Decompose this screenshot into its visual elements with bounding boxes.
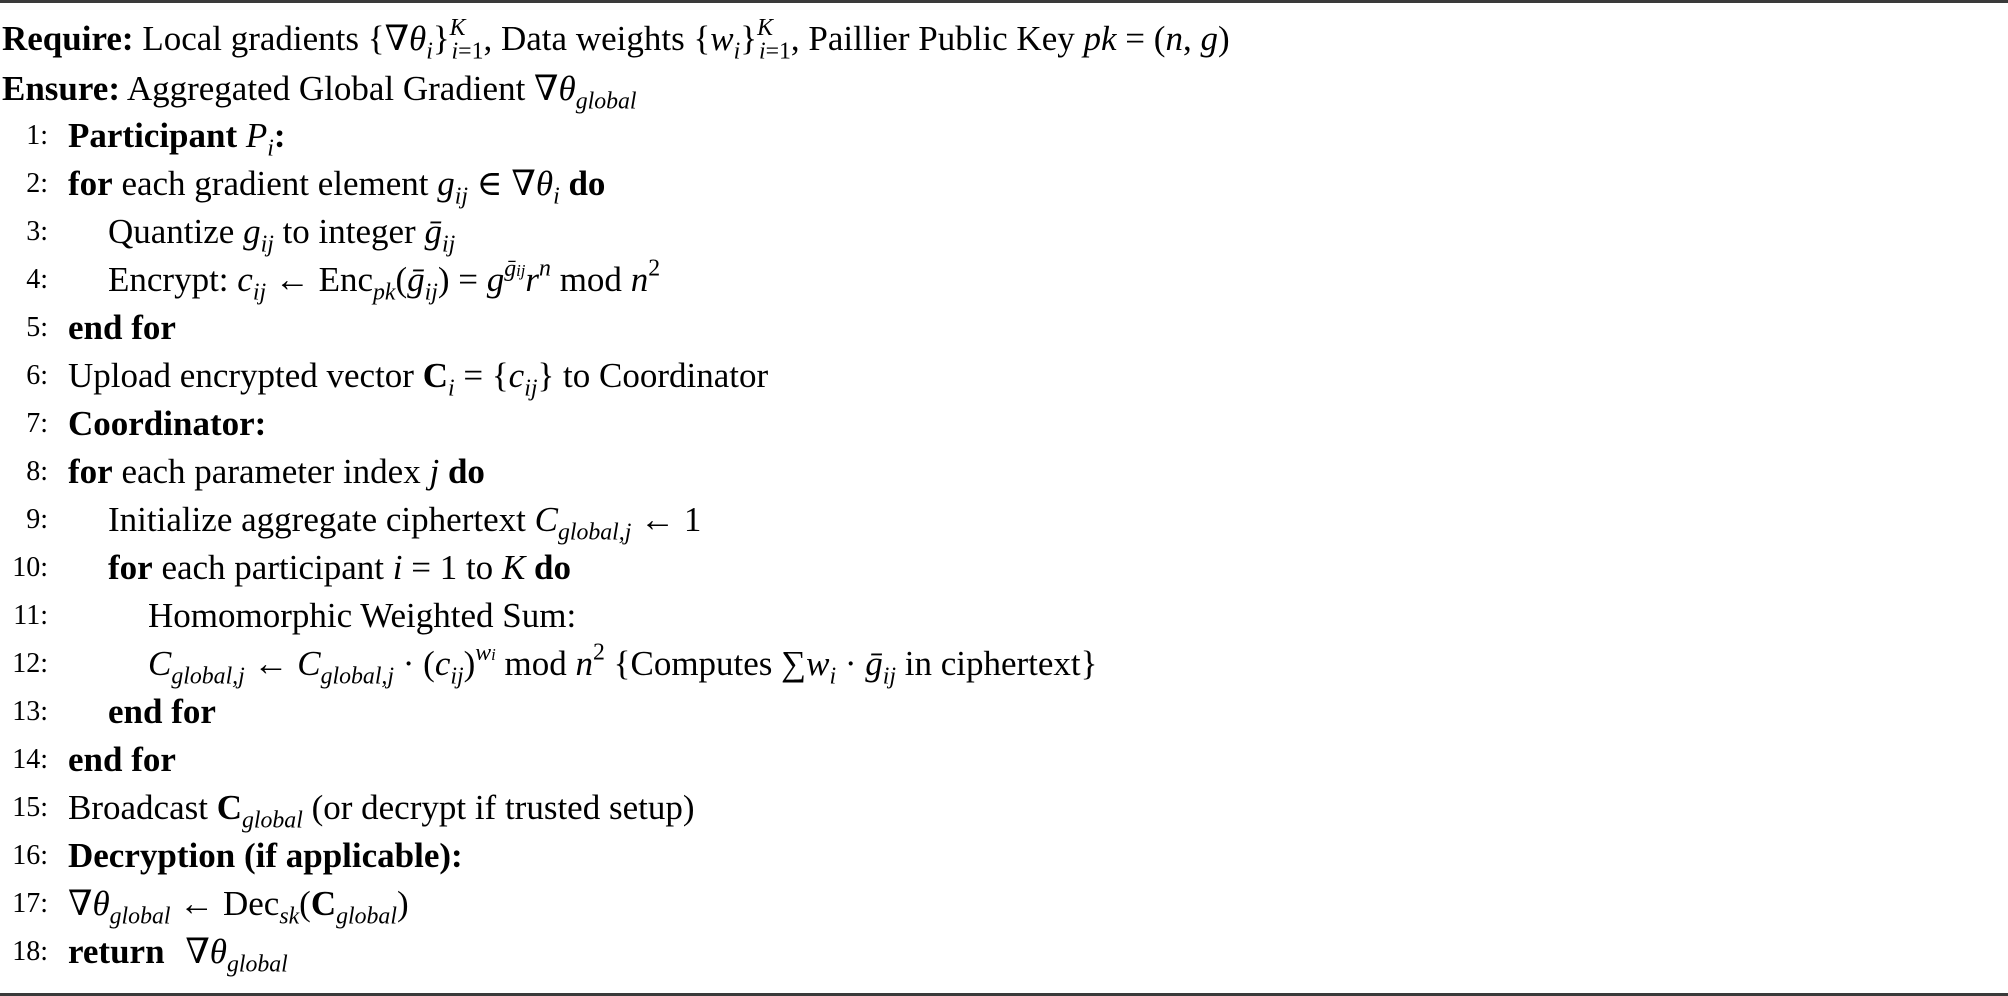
loop-text: each participant [161,548,384,587]
participant-heading: Participant [68,116,238,155]
for-keyword: for [68,452,113,491]
line-number: 16: [12,840,48,871]
trusted-setup-text: (or decrypt if trusted setup) [311,788,695,827]
do-keyword: do [534,548,572,587]
end-for-keyword: end for [108,692,216,731]
coordinator-heading: Coordinator: [68,404,267,443]
initialize-text: Initialize aggregate ciphertext [108,500,526,539]
loop-text: each parameter index [121,452,421,491]
end-for-keyword: end for [68,308,176,347]
line-number: 8: [26,456,48,487]
do-keyword: do [447,452,485,491]
for-keyword: for [108,548,153,587]
line-number: 7: [26,408,48,439]
top-rule [0,0,2008,3]
do-keyword: do [568,164,606,203]
line-number: 14: [12,744,48,775]
line-number: 13: [12,696,48,727]
line-number: 12: [12,648,48,679]
pk-symbol: pk [1083,19,1117,58]
line-number: 4: [26,264,48,295]
line-number: 17: [12,888,48,919]
to-integer-text: to integer [282,212,416,251]
loop-text: each gradient element [121,164,429,203]
data-weights-text: Data weights [501,19,685,58]
line-number: 11: [13,600,48,631]
weighted-sum-text: Homomorphic Weighted Sum: [148,596,577,635]
line-number: 5: [26,312,48,343]
end-for-keyword: end for [68,740,176,779]
upload-text: Upload encrypted vector [68,356,414,395]
algorithm-block: Require: Local gradients $\{\nabla\theta_i\}^K_{i=1}$, Data weights $\{w_i\}^K_{i=1}$, Paillier Public Key pk = (n, g) Ensure: Aggregated Global Gradient $\nabla\theta_{global}$ 1: Participant $P_i$: 2: for each gradient element $g_{ij}$ ∈ $\nabla\theta_i$ do 3: Quantize $g_{ij}$ to integer ḡ$_{ij}$ 4: Encrypt: $c_{ij}$ ← Enc$_{pk}$(ḡ$_{ij}$) = $g^{ḡij}r^n$ mod $n^2$ 5: end for 6: Upload encrypted vector $C_i = \{c_{ij}\}$ to Coordinator 7: Coordinator: 8: for each parameter index j do 9: Initialize aggregate ciphertext $C_{global,j}$ ← 1 10: for each participant i = 1 to K do 11: Homomorphic Weighted Sum: 12: $C_{global,j}$ ← $C_{global,j} \cdot (c_{ij})^{wi}$ mod $n^2$ {Computes $\sum w_i$ · ḡ$_{ij}$ in ciphertext} 13: end for 14: end for 15: Broadcast $C_{global}$ (or decrypt if trusted setup) 16: Decryption (if applicable): 17: $\nabla\theta_{global}$ ← $Dec_{sk}(C_{global})$ 18: return $\nabla\theta_{global}$ [0,0,2008,996]
ensure-label: Ensure: [2,69,120,108]
line-number: 10: [12,552,48,583]
line-number: 2: [26,168,48,199]
line-number: 1: [26,120,48,151]
public-key-text: Paillier Public Key [808,19,1075,58]
comment-ciphertext: in ciphertext [904,644,1081,683]
require-label: Require: [2,19,134,58]
line-number: 9: [26,504,48,535]
ensure-text: Aggregated Global Gradient [126,69,526,108]
local-gradients-text: Local gradients [142,19,360,58]
enc-function: Enc [318,260,373,299]
mod-text: mod [504,644,567,683]
line-number: 15: [12,792,48,823]
dec-function: Dec [222,884,280,923]
mod-text: mod [559,260,622,299]
line-number: 3: [26,216,48,247]
to-text: to [465,548,494,587]
line-number: 6: [26,360,48,391]
quantize-text: Quantize [108,212,235,251]
comment-computes: Computes [630,644,773,683]
encrypt-text: Encrypt: [108,260,229,299]
return-keyword: return [68,932,165,971]
for-keyword: for [68,164,113,203]
decryption-heading: Decryption (if applicable): [68,836,463,875]
to-coordinator-text: to Coordinator [563,356,769,395]
broadcast-text: Broadcast [68,788,208,827]
line-number: 18: [12,936,48,967]
